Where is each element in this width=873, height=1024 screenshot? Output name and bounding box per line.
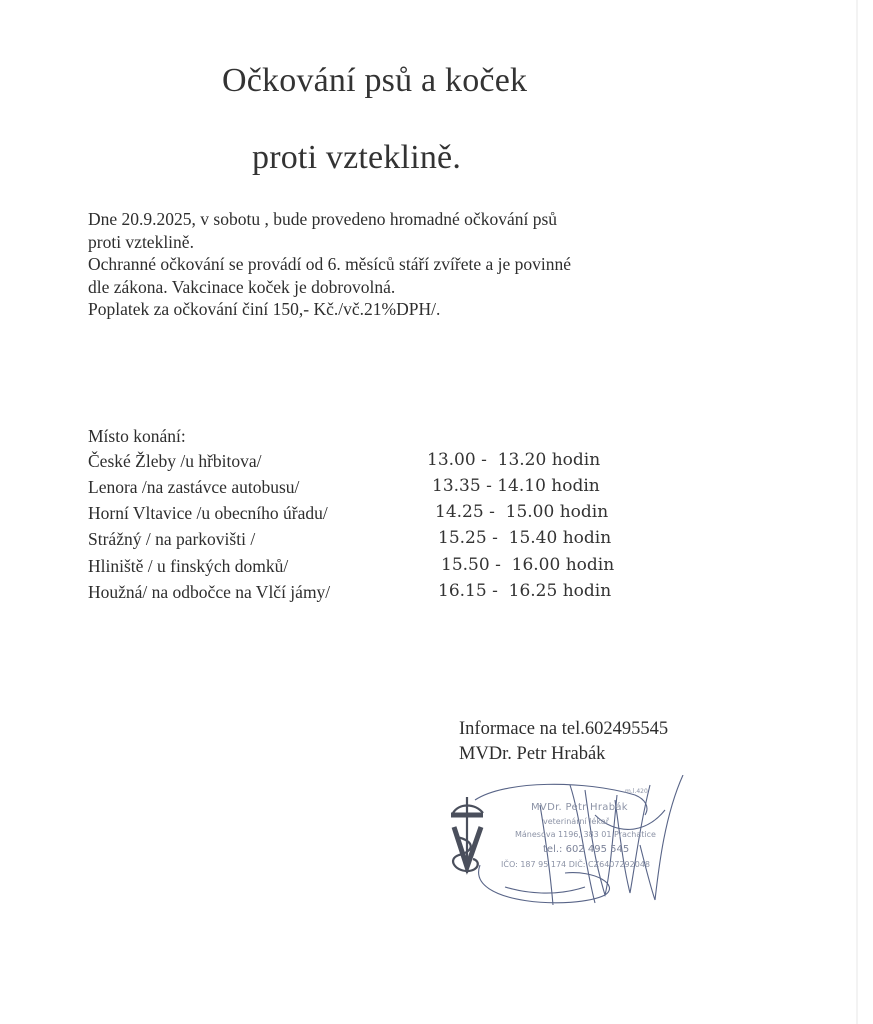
document-title-line-1: Očkování psů a koček: [222, 62, 528, 99]
stamp-ids: IČO: 187 95 174 DIČ: CZ6407292048: [501, 860, 650, 869]
schedule-place: Hliniště / u finských domků/: [88, 556, 289, 576]
paragraph-line: Poplatek za očkování činí 150,- Kč./vč.21%DPH/.: [88, 299, 441, 320]
schedule-place: Strážný / na parkovišti /: [88, 529, 256, 549]
schedule-row: [0, 503, 873, 529]
schedule-time: 15.25 - 15.40 hodin: [438, 528, 612, 548]
schedule-row: [0, 556, 873, 582]
schedule-place: Lenora /na zastávce autobusu/: [88, 477, 300, 497]
schedule-time: 13.35 - 14.10 hodin: [432, 476, 600, 496]
signatory-name: MVDr. Petr Hrabák: [459, 744, 606, 764]
schedule-row: [0, 582, 873, 608]
vet-stamp: [445, 775, 695, 915]
schedule-time: 13.00 - 13.20 hodin: [427, 450, 601, 470]
document-title-line-2: proti vzteklině.: [252, 139, 462, 176]
stamp-phone: tel.: 602 495 545: [543, 844, 630, 855]
schedule-row: [0, 451, 873, 477]
venue-label: Místo konání:: [88, 426, 186, 446]
paragraph-line: proti vzteklině.: [88, 231, 194, 252]
schedule-time: 16.15 - 16.25 hodin: [438, 581, 612, 601]
stamp-corner-mark: m.l.420: [625, 788, 648, 795]
announcement-paragraph: [88, 208, 788, 321]
paragraph-line: dle zákona. Vakcinace koček je dobrovolná.: [88, 276, 396, 297]
contact-phone: Informace na tel.602495545: [459, 719, 669, 739]
schedule-place: Horní Vltavice /u obecního úřadu/: [88, 503, 328, 523]
stamp-address: Mánesova 1196, 383 01 Prachatice: [515, 830, 656, 839]
schedule-time: 14.25 - 15.00 hodin: [435, 502, 609, 522]
schedule-row: [0, 529, 873, 555]
stamp-role: veterinární lékař: [543, 817, 610, 826]
schedule-row: [0, 477, 873, 503]
schedule-place: Houžná/ na odbočce na Vlčí jámy/: [88, 582, 331, 602]
contact-block: [459, 717, 668, 767]
schedule-place: České Žleby /u hřbitova/: [88, 451, 262, 471]
stamp-name: MVDr. Petr Hrabák: [531, 802, 628, 813]
schedule-time: 15.50 - 16.00 hodin: [441, 555, 615, 575]
paragraph-line: Ochranné očkování se provádí od 6. měsíců stáří zvířete a je povinné: [88, 254, 572, 275]
paragraph-line: Dne 20.9.2025, v sobotu , bude provedeno hromadné očkování psů: [88, 209, 558, 229]
